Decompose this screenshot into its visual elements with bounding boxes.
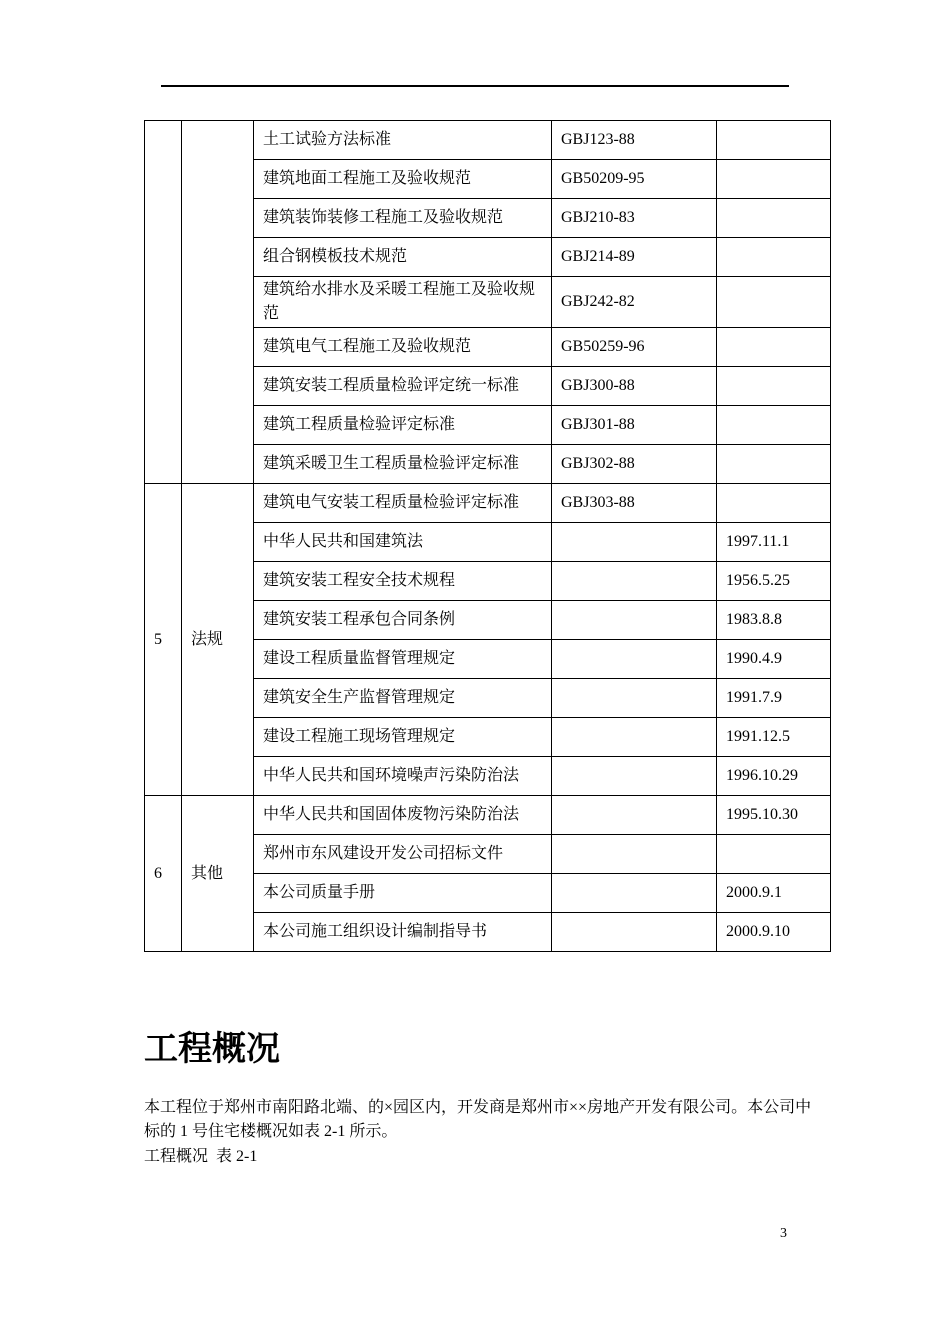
effective-date-cell: 1997.11.1 — [717, 523, 831, 562]
standard-name-cell: 建筑安装工程承包合同条例 — [254, 601, 552, 640]
standard-name-cell: 建筑工程质量检验评定标准 — [254, 406, 552, 445]
table-row — [145, 121, 831, 160]
standard-name-cell: 建筑电气安装工程质量检验评定标准 — [254, 484, 552, 523]
standard-name-cell: 建筑给水排水及采暖工程施工及验收规范 — [254, 277, 552, 328]
table-row — [145, 796, 831, 835]
standard-name-cell: 本公司施工组织设计编制指导书 — [254, 913, 552, 952]
standard-name-cell: 建筑电气工程施工及验收规范 — [254, 328, 552, 367]
standard-name-cell: 本公司质量手册 — [254, 874, 552, 913]
standard-code-cell — [552, 640, 717, 679]
standard-code-cell — [552, 523, 717, 562]
effective-date-cell: 1990.4.9 — [717, 640, 831, 679]
effective-date-cell — [717, 160, 831, 199]
standard-code-cell — [552, 874, 717, 913]
effective-date-cell — [717, 835, 831, 874]
standard-name-cell: 中华人民共和国环境噪声污染防治法 — [254, 757, 552, 796]
standard-code-cell — [552, 913, 717, 952]
effective-date-cell — [717, 277, 831, 328]
table-row — [145, 484, 831, 523]
page-number: 3 — [780, 1226, 787, 1241]
standard-code-cell — [552, 718, 717, 757]
effective-date-cell — [717, 238, 831, 277]
table-caption: 工程概况 表 2-1 — [144, 1148, 258, 1165]
effective-date-cell — [717, 199, 831, 238]
effective-date-cell — [717, 121, 831, 160]
effective-date-cell: 1956.5.25 — [717, 562, 831, 601]
group-number-cell: 6 — [145, 796, 182, 952]
overview-paragraph: 本工程位于郑州市南阳路北端、的×园区内，开发商是郑州市××房地产开发有限公司。本公司中标的 1 号住宅楼概况如表 2-1 所示。 — [144, 1099, 812, 1140]
standard-code-cell: GBJ302-88 — [552, 445, 717, 484]
standard-code-cell — [552, 757, 717, 796]
group-number-cell: 5 — [145, 484, 182, 796]
effective-date-cell: 2000.9.10 — [717, 913, 831, 952]
header-rule — [161, 85, 789, 87]
standard-code-cell: GBJ242-82 — [552, 277, 717, 328]
group-category-cell — [182, 121, 254, 484]
standard-code-cell: GB50209-95 — [552, 160, 717, 199]
effective-date-cell — [717, 406, 831, 445]
effective-date-cell: 2000.9.1 — [717, 874, 831, 913]
effective-date-cell — [717, 367, 831, 406]
standard-code-cell — [552, 562, 717, 601]
effective-date-cell — [717, 484, 831, 523]
effective-date-cell: 1995.10.30 — [717, 796, 831, 835]
standard-code-cell — [552, 679, 717, 718]
standard-code-cell: GBJ214-89 — [552, 238, 717, 277]
regulations-table — [144, 120, 831, 952]
standard-name-cell: 建筑安装工程质量检验评定统一标准 — [254, 367, 552, 406]
standard-code-cell — [552, 601, 717, 640]
standard-code-cell — [552, 835, 717, 874]
standard-name-cell: 土工试验方法标准 — [254, 121, 552, 160]
standard-code-cell: GBJ123-88 — [552, 121, 717, 160]
effective-date-cell: 1991.7.9 — [717, 679, 831, 718]
standard-name-cell: 建筑地面工程施工及验收规范 — [254, 160, 552, 199]
standard-code-cell: GBJ300-88 — [552, 367, 717, 406]
standard-code-cell: GBJ301-88 — [552, 406, 717, 445]
group-number-cell — [145, 121, 182, 484]
standard-name-cell: 中华人民共和国建筑法 — [254, 523, 552, 562]
standard-name-cell: 组合钢模板技术规范 — [254, 238, 552, 277]
standard-name-cell: 中华人民共和国固体废物污染防治法 — [254, 796, 552, 835]
standard-name-cell: 建设工程施工现场管理规定 — [254, 718, 552, 757]
effective-date-cell: 1983.8.8 — [717, 601, 831, 640]
effective-date-cell: 1991.12.5 — [717, 718, 831, 757]
effective-date-cell — [717, 328, 831, 367]
effective-date-cell: 1996.10.29 — [717, 757, 831, 796]
group-category-cell: 法规 — [182, 484, 254, 796]
standard-name-cell: 建筑采暖卫生工程质量检验评定标准 — [254, 445, 552, 484]
standard-code-cell: GBJ210-83 — [552, 199, 717, 238]
standard-name-cell: 建筑安全生产监督管理规定 — [254, 679, 552, 718]
standard-name-cell: 建筑装饰装修工程施工及验收规范 — [254, 199, 552, 238]
standard-code-cell: GB50259-96 — [552, 328, 717, 367]
effective-date-cell — [717, 445, 831, 484]
standard-code-cell — [552, 796, 717, 835]
standard-name-cell: 建筑安装工程安全技术规程 — [254, 562, 552, 601]
standard-name-cell: 郑州市东风建设开发公司招标文件 — [254, 835, 552, 874]
standard-code-cell: GBJ303-88 — [552, 484, 717, 523]
group-category-cell: 其他 — [182, 796, 254, 952]
section-heading: 工程概况 — [144, 1029, 280, 1069]
standard-name-cell: 建设工程质量监督管理规定 — [254, 640, 552, 679]
